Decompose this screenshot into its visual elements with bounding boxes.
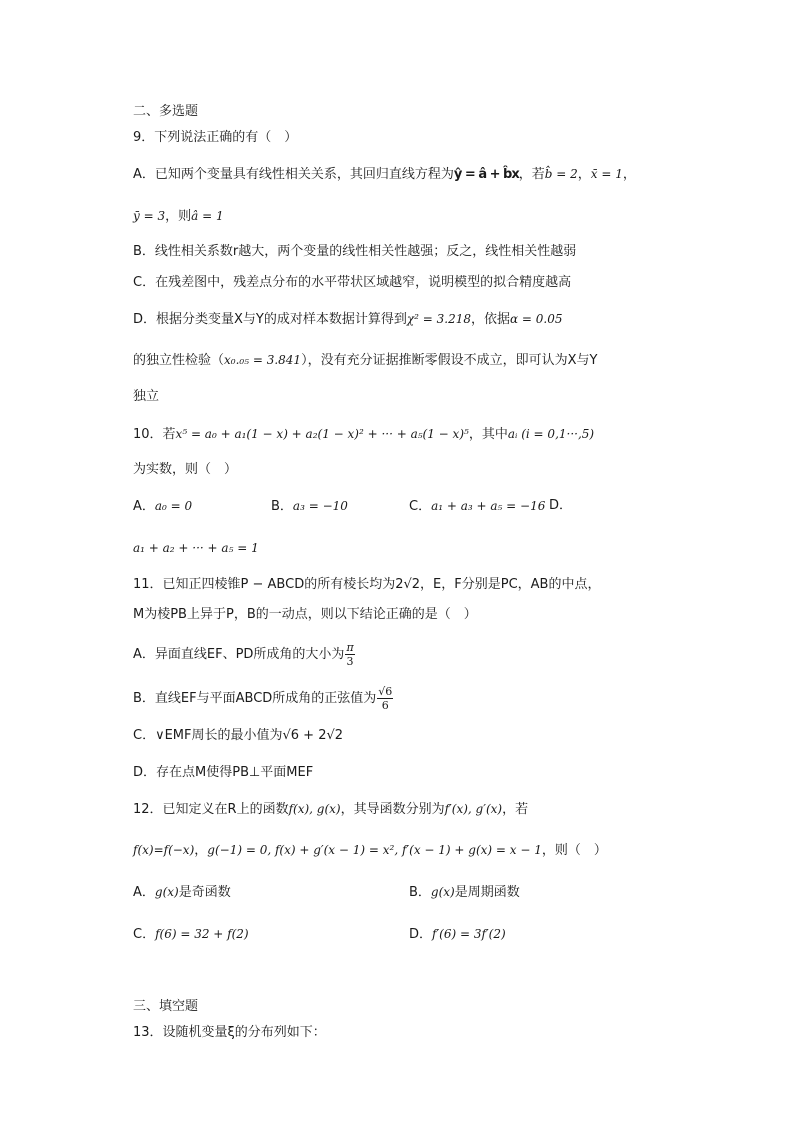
q12-c-expr: f(6) = 32 + f(2) [155, 927, 249, 941]
q11-option-b [133, 685, 394, 712]
q9-a-mid1: ，若 [518, 167, 545, 182]
q12-a-label: A． [133, 885, 155, 900]
q12-functions: f(x), g(x) [288, 802, 341, 816]
q10-d-expr: a₁ + a₂ + ··· + a₅ = 1 [133, 541, 259, 555]
q10-c-expr: a₁ + a₃ + a₅ = −16 [431, 499, 546, 513]
q9-option-a-line1 [133, 165, 636, 184]
q11-b-prefix: B．直线EF与平面ABCD所成角的正弦值为 [133, 691, 377, 706]
q9-a-xbar: x̄ = 1 [590, 167, 623, 181]
q10-option-a [133, 497, 192, 516]
q9-d-mid: ，依据 [470, 312, 510, 327]
q10-expansion-eq: x⁵ = a₀ + a₁(1 − x) + a₂(1 − x)² + ··· + a₅(1 − x)⁵ [175, 427, 469, 441]
q12-a-fn: g(x) [154, 885, 179, 899]
q12-stem1-prefix: 12．已知定义在R上的函数 [133, 802, 289, 817]
q12-derivatives: f′(x), g′(x) [444, 802, 503, 816]
q11-option-c: C．∨EMF周长的最小值为√6 + 2√2 [133, 728, 344, 743]
q12-option-b [409, 883, 520, 902]
q9-option-d-line2 [133, 351, 597, 370]
q12-stem1-end: ，若 [502, 802, 529, 817]
q9-d-prefix: D．根据分类变量X与Y的成对样本数据计算得到 [133, 312, 407, 327]
q12-d-expr: f′(6) = 3f′(2) [432, 927, 506, 941]
q10-option-d-expr [133, 539, 259, 558]
q12-stem2-sep: ， [194, 843, 208, 858]
q12-stem2-end: ，则（ ） [541, 843, 607, 858]
q11-a-denominator: 3 [346, 655, 354, 668]
q9-d-critical-value: x₀.₀₅ = 3.841 [224, 353, 302, 367]
q10-stem-mid: ，其中 [468, 427, 508, 442]
q11-b-numerator: √6 [378, 685, 393, 698]
section-title-multiple-choice: 二、多选题 [133, 104, 199, 119]
q12-option-d [409, 925, 506, 944]
q9-a-b-value: b̂ = 2 [544, 167, 578, 181]
q12-b-fn: g(x) [430, 885, 455, 899]
q9-option-c: C．在残差图中，残差点分布的水平带状区域越窄，说明模型的拟合精度越高 [133, 275, 572, 290]
q10-c-label: C． [409, 499, 432, 514]
q12-stem-line1 [133, 800, 528, 819]
q9-a-regression-eq: ŷ = â + b̂x [453, 167, 519, 182]
q9-a-sep1: ， [577, 167, 591, 182]
q9-d-chi-square: χ² = 3.218 [406, 312, 471, 326]
q10-stem-line2: 为实数，则（ ） [133, 462, 238, 477]
q10-a-expr: a₀ = 0 [154, 499, 193, 513]
q12-stem1-mid: ，其导函数分别为 [340, 802, 445, 817]
q9-a-mid2: ，则 [165, 209, 192, 224]
q11-b-denominator: 6 [381, 699, 389, 712]
q11-a-prefix: A．异面直线EF、PD所成角的大小为 [133, 647, 345, 662]
q10-b-label: B． [271, 499, 293, 514]
q12-b-text: 是周期函数 [454, 885, 520, 900]
q12-d-label: D． [409, 927, 433, 942]
q9-d-alpha: α = 0.05 [510, 312, 563, 326]
q10-a-label: A． [133, 499, 155, 514]
q10-option-d-label: D． [549, 498, 573, 513]
q9-stem: 9．下列说法正确的有（ ） [133, 130, 298, 145]
q10-stem-line1 [133, 425, 594, 444]
q10-stem-prefix: 10．若 [133, 427, 176, 442]
q10-option-c [409, 497, 545, 516]
q11-option-d: D．存在点M使得PB⊥平面MEF [133, 765, 314, 780]
q9-option-d-line3: 独立 [133, 389, 160, 404]
q12-conditions: g(−1) = 0, f(x) + g′(x − 1) = x², f′(x − 1) + g(x) = x − 1 [207, 843, 542, 857]
q12-even-condition: f(x)=f(−x) [133, 843, 195, 857]
q13-stem: 13．设随机变量ξ的分布列如下： [133, 1025, 326, 1040]
q12-stem-line2 [133, 841, 607, 860]
section-title-fill-in: 三、填空题 [133, 999, 199, 1014]
q9-a-ybar: ȳ = 3 [133, 209, 166, 223]
q12-c-label: C． [133, 927, 156, 942]
q11-a-numerator: π [346, 641, 354, 654]
q12-option-c [133, 925, 249, 944]
q9-d-line2b: ），没有充分证据推断零假设不成立，即可认为X与Y [301, 353, 598, 368]
q10-option-b [271, 497, 348, 516]
q9-a-prefix: A．已知两个变量具有线性相关关系，其回归直线方程为 [133, 167, 454, 182]
q11-b-fraction [377, 685, 393, 712]
q12-option-a [133, 883, 231, 902]
q11-a-fraction [345, 641, 354, 668]
q10-b-expr: a₃ = −10 [292, 499, 348, 513]
q10-coefficient-condition: aᵢ (i = 0,1···,5) [507, 427, 595, 441]
q9-option-a-line2 [133, 207, 224, 226]
q11-option-a [133, 641, 356, 668]
q9-d-line2a: 的独立性检验（ [133, 353, 225, 368]
q12-a-text: 是奇函数 [178, 885, 231, 900]
q9-a-sep2: ， [622, 167, 636, 182]
q9-a-a-value: â = 1 [191, 209, 224, 223]
q11-stem-line2: M为棱PB上异于P，B的一动点，则以下结论正确的是（ ） [133, 607, 477, 622]
q12-b-label: B． [409, 885, 431, 900]
q9-option-b: B．线性相关系数r越大，两个变量的线性相关性越强；反之，线性相关性越弱 [133, 244, 577, 259]
q11-stem-line1: 11．已知正四棱锥P − ABCD的所有棱长均为2√2，E，F分别是PC，AB的中点， [133, 577, 601, 592]
q9-option-d-line1 [133, 310, 563, 329]
